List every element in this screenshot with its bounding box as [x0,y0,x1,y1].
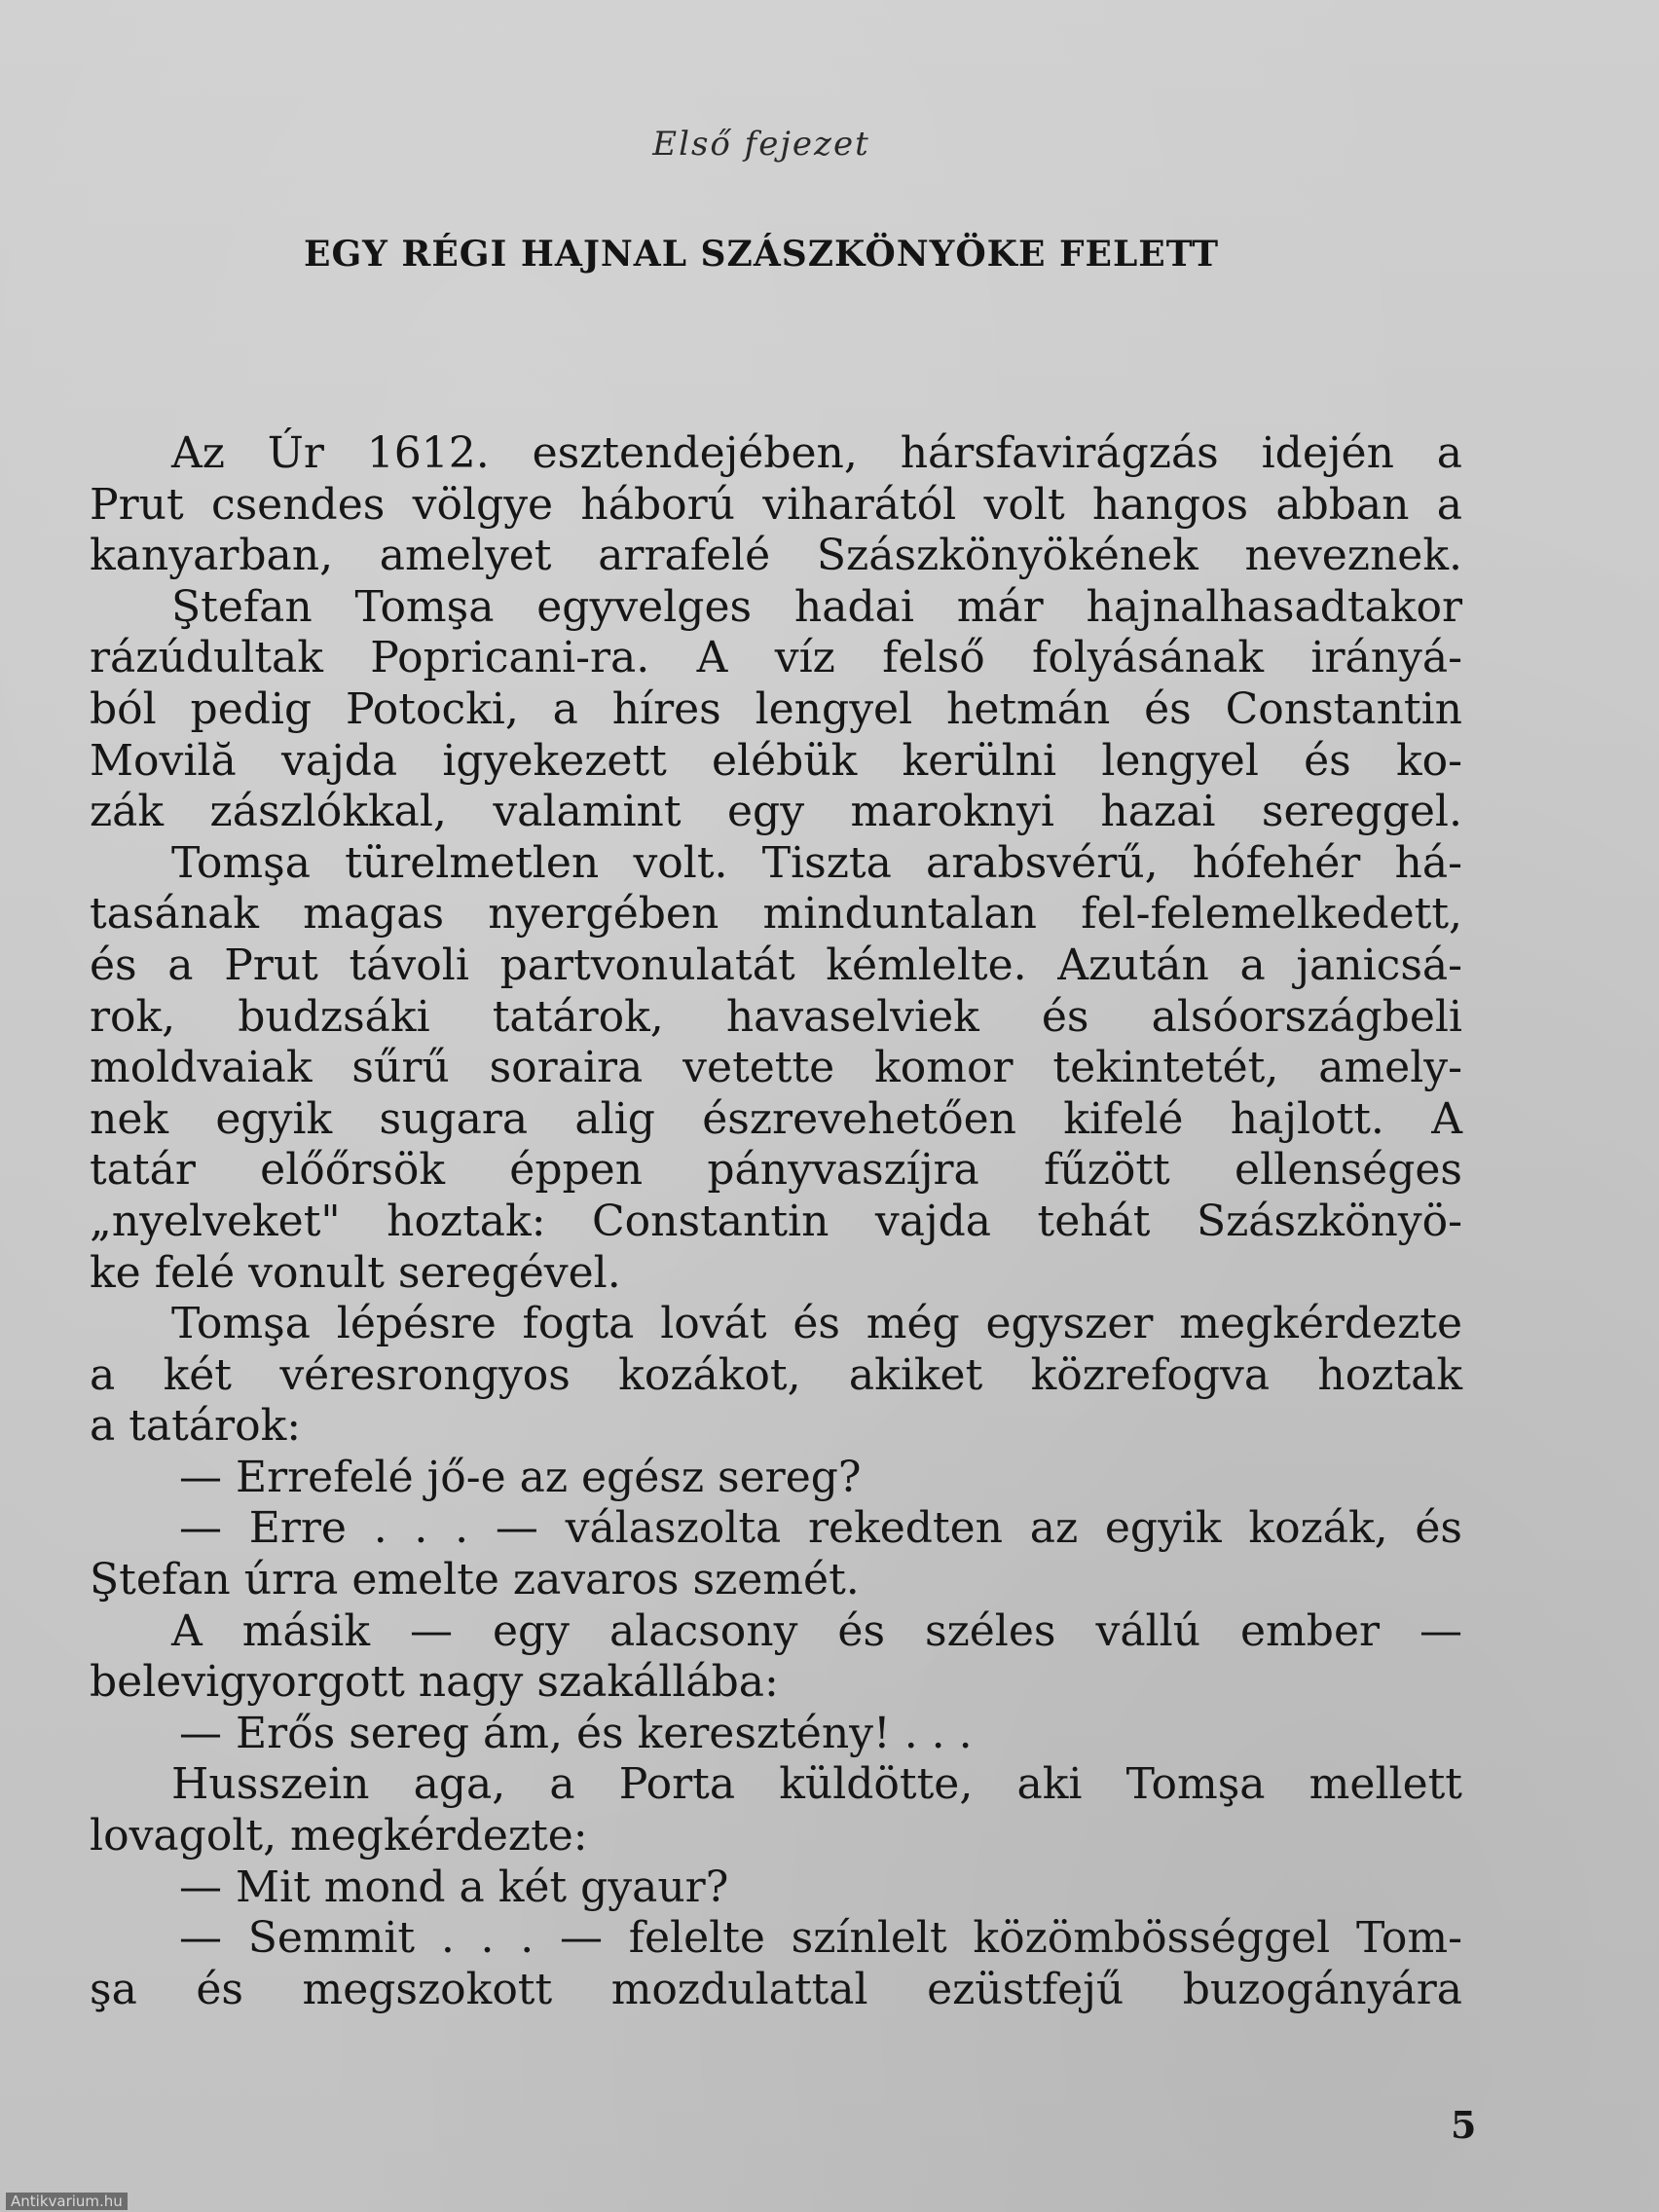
body-text [90,428,1462,2015]
watermark: Antikvarium.hu [6,2193,128,2210]
dialog-line: — Erős sereg ám, és keresztény! . . . [179,1708,973,1758]
text-line: Husszein aga, a Porta küldötte, aki Tomşa mellett [171,1759,1462,1810]
text-line: Ştefan Tomşa egyvelges hadai már hajnalhasadtakor [171,581,1462,632]
text-line: zák zászlókkal, valamint egy maroknyi hazai sereggel. [90,787,1462,837]
text-line: A másik — egy alacsony és széles vállú ember — [171,1605,1462,1656]
dialog-line: — Semmit . . . — felelte színlelt közömbösséggel Tom- [179,1913,1462,1964]
text-line: rázúdultak Popricani-ra. A víz felső folyásának irányá- [90,633,1462,683]
text-line: nek egyik sugara alig észrevehetően kifelé hajlott. A [90,1093,1462,1144]
dialog-line: — Mit mond a két gyaur? [179,1862,729,1912]
text-line: moldvaiak sűrű soraira vetette komor tekintetét, amely- [90,1043,1462,1093]
text-line: a két véresrongyos kozákot, akiket közrefogva hoztak [90,1349,1462,1400]
text-line: Prut csendes völgye háború viharától volt hangos abban a [90,479,1462,530]
text-line: tatár előőrsök éppen pányvaszíjra fűzött ellenséges [90,1145,1462,1196]
text-line: kanyarban, amelyet arrafelé Szászkönyökének neveznek. [90,531,1462,581]
text-line: lovagolt, megkérdezte: [90,1811,588,1862]
text-line: belevigyorgott nagy szakállába: [90,1657,779,1708]
text-line: şa és megszokott mozdulattal ezüstfejű buzogányára [90,1964,1462,2014]
dialog-line: — Erre . . . — válaszolta rekedten az egyik kozák, és [179,1503,1462,1554]
chapter-label: Első fejezet [652,125,870,164]
text-line: ból pedig Potocki, a híres lengyel hetmán és Constantin [90,683,1462,734]
dialog-line: — Errefelé jő-e az egész sereg? [179,1452,862,1502]
text-line: ke felé vonult seregével. [90,1247,621,1298]
text-line: tasának magas nyergében minduntalan fel-felemelkedett, [90,889,1462,940]
text-line: a tatárok: [90,1401,302,1452]
chapter-title: EGY RÉGI HAJNAL SZÁSZKÖNYÖKE FELETT [304,234,1219,275]
text-line: „nyelveket" hoztak: Constantin vajda tehát Szászkönyö- [90,1196,1462,1246]
text-line: Tomşa lépésre fogta lovát és még egyszer megkérdezte [171,1299,1462,1349]
text-line: rok, budzsáki tatárok, havaselviek és alsóországbeli [90,991,1462,1042]
text-line: Movilă vajda igyekezett elébük kerülni lengyel és ko- [90,735,1462,786]
text-line: Tomşa türelmetlen volt. Tiszta arabsvérű, hófehér há- [171,837,1462,888]
text-line: Ştefan úrra emelte zavaros szemét. [90,1555,860,1605]
text-line: Az Úr 1612. esztendejében, hársfavirágzás idején a [171,428,1462,478]
text-line: és a Prut távoli partvonulatát kémlelte. Azután a janicsá- [90,940,1462,990]
page-number: 5 [1451,2103,1477,2147]
